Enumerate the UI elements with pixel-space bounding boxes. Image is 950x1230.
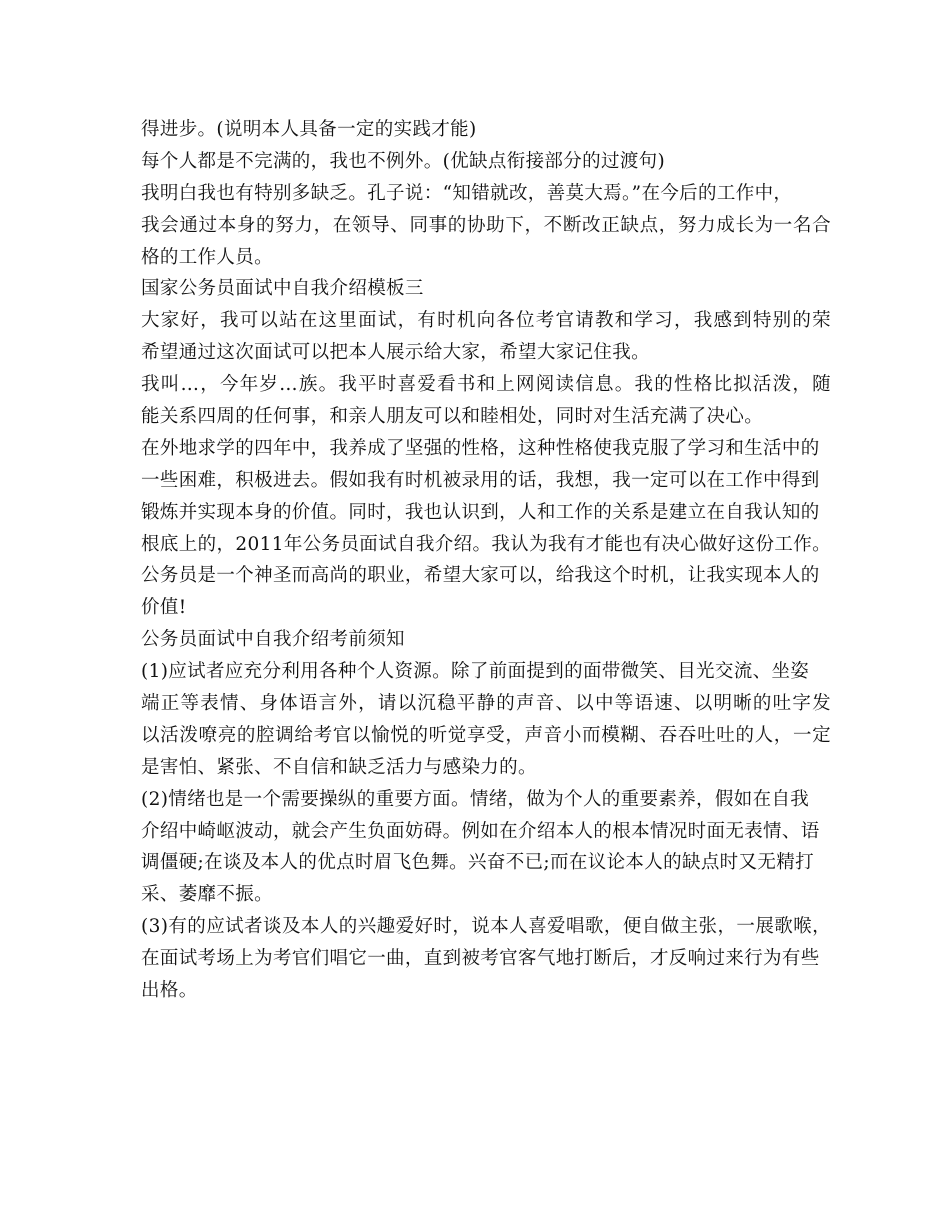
text-line: 在外地求学的四年中，我养成了坚强的性格，这种性格使我克服了学习和生活中的	[141, 437, 820, 459]
text-line: 国家公务员面试中自我介绍模板三	[141, 278, 424, 300]
text-line: 调僵硬;在谈及本人的优点时眉飞色舞。兴奋不已;而在议论本人的缺点时又无精打	[141, 852, 814, 874]
text-line: 采、萎靡不振。	[141, 884, 273, 906]
text-line: 希望通过这次面试可以把本人展示给大家，希望大家记住我。	[141, 342, 650, 364]
text-line: 在面试考场上为考官们唱它一曲，直到被考官客气地打断后，才反响过来行为有些	[141, 948, 820, 970]
text-line: (2)情绪也是一个需要操纵的重要方面。情绪，做为个人的重要素养，假如在自我	[141, 788, 810, 810]
text-line: 每个人都是不完满的，我也不例外。(优缺点衔接部分的过渡句)	[141, 150, 666, 172]
text-line: 格的工作人员。	[141, 246, 273, 268]
text-line: 价值!	[141, 597, 187, 619]
text-line: 我明白我也有特别多缺乏。孔子说：“知错就改，善莫大焉。”在今后的工作中，	[141, 182, 793, 204]
document-body	[141, 114, 831, 1007]
text-line: 是害怕、紧张、不自信和缺乏活力与感染力的。	[141, 756, 537, 778]
text-line: 能关系四周的任何事，和亲人朋友可以和睦相处，同时对生活充满了决心。	[141, 406, 764, 428]
text-line: 我会通过本身的努力，在领导、同事的协助下，不断改正缺点，努力成长为一名合	[141, 214, 831, 236]
text-line: 介绍中崎岖波动，就会产生负面妨碍。例如在介绍本人的根本情况时面无表情、语	[141, 820, 820, 842]
text-line: 公务员是一个神圣而高尚的职业，希望大家可以，给我这个时机，让我实现本人的	[141, 565, 820, 587]
text-line: (1)应试者应充分利用各种个人资源。除了前面提到的面带微笑、目光交流、坐姿	[141, 661, 810, 683]
text-line: 根底上的，2011年公务员面试自我介绍。我认为我有才能也有决心做好这份工作。	[141, 533, 831, 555]
text-line: 大家好，我可以站在这里面试，有时机向各位考官请教和学习，我感到特别的荣	[141, 310, 831, 332]
text-line: 公务员面试中自我介绍考前须知	[141, 629, 405, 651]
text-line: 端正等表情、身体语言外，请以沉稳平静的声音、以中等语速、以明晰的吐字发	[141, 693, 831, 715]
text-line: 得进步。(说明本人具备一定的实践才能)	[141, 119, 477, 140]
text-line: (3)有的应试者谈及本人的兴趣爱好时，说本人喜爱唱歌，便自做主张，一展歌喉，	[141, 916, 831, 938]
text-line: 出格。	[141, 980, 198, 1002]
text-line: 锻炼并实现本身的价值。同时，我也认识到，人和工作的关系是建立在自我认知的	[141, 501, 820, 523]
text-line: 我叫…，今年岁…族。我平时喜爱看书和上网阅读信息。我的性格比拟活泼，随	[141, 374, 831, 396]
text-line: 以活泼嘹亮的腔调给考官以愉悦的听觉享受，声音小而模糊、吞吞吐吐的人，一定	[141, 724, 831, 746]
text-line: 一些困难，积极进去。假如我有时机被录用的话，我想，我一定可以在工作中得到	[141, 469, 820, 491]
